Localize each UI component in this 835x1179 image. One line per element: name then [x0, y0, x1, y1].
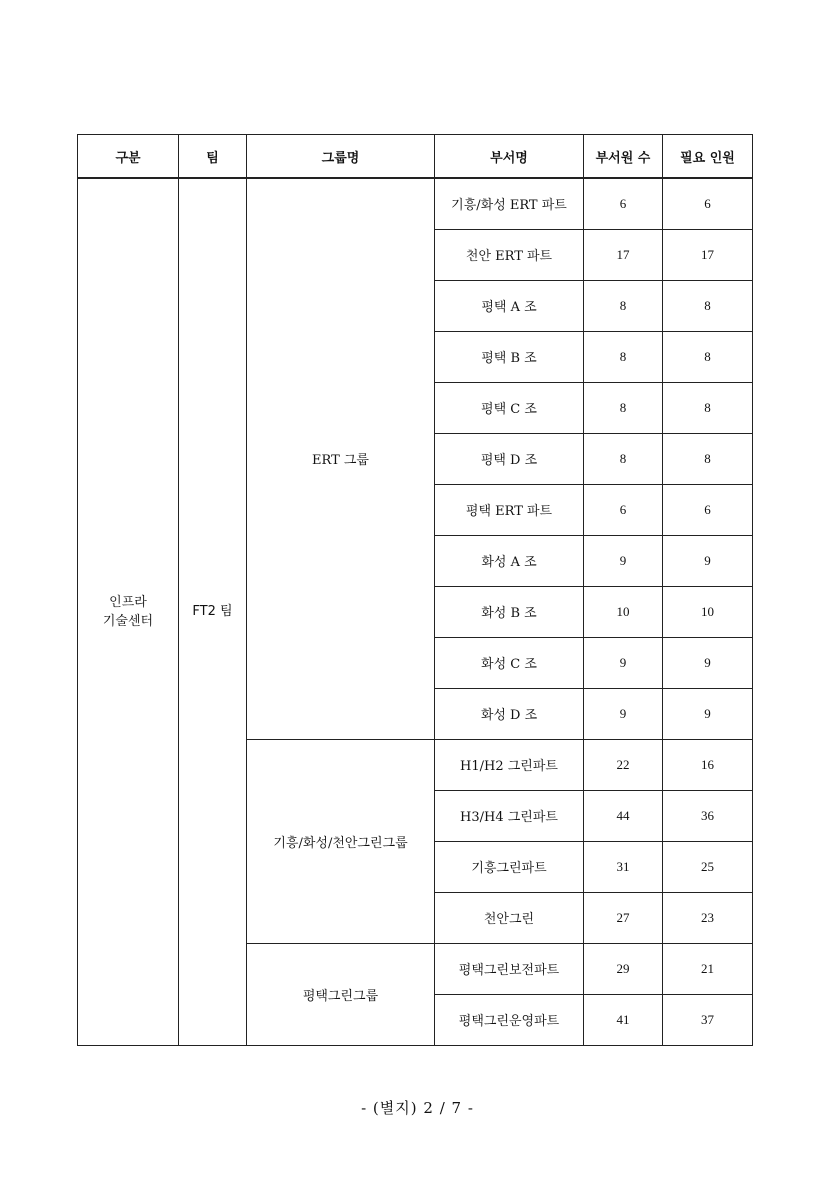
staffing-table — [77, 134, 753, 1046]
header-team: 팀 — [179, 135, 247, 179]
dept-name-cell: 기흥/화성 ERT 파트 — [435, 178, 584, 229]
dept-name-cell: 화성 C 조 — [435, 637, 584, 688]
member-count-cell: 31 — [584, 841, 663, 892]
required-count-cell: 8 — [663, 382, 753, 433]
required-count-cell: 6 — [663, 178, 753, 229]
dept-name-cell: 평택 C 조 — [435, 382, 584, 433]
required-count-cell: 36 — [663, 790, 753, 841]
required-count-cell: 6 — [663, 484, 753, 535]
dept-name-cell: H1/H2 그린파트 — [435, 739, 584, 790]
member-count-cell: 8 — [584, 433, 663, 484]
member-count-cell: 44 — [584, 790, 663, 841]
required-count-cell: 17 — [663, 229, 753, 280]
division-cell — [78, 178, 179, 1045]
required-count-cell: 21 — [663, 943, 753, 994]
dept-name-cell: 화성 D 조 — [435, 688, 584, 739]
required-count-cell: 16 — [663, 739, 753, 790]
member-count-cell: 22 — [584, 739, 663, 790]
dept-name-cell: 평택 ERT 파트 — [435, 484, 584, 535]
member-count-cell: 27 — [584, 892, 663, 943]
member-count-cell: 8 — [584, 280, 663, 331]
member-count-cell: 9 — [584, 688, 663, 739]
header-dept-name: 부서명 — [435, 135, 584, 179]
required-count-cell: 9 — [663, 637, 753, 688]
dept-name-cell: 평택그린운영파트 — [435, 994, 584, 1045]
member-count-cell: 9 — [584, 637, 663, 688]
group-name-cell: ERT 그룹 — [247, 178, 435, 739]
member-count-cell: 10 — [584, 586, 663, 637]
required-count-cell: 8 — [663, 433, 753, 484]
dept-name-cell: 평택 B 조 — [435, 331, 584, 382]
table-body — [78, 178, 753, 1045]
member-count-cell: 9 — [584, 535, 663, 586]
member-count-cell: 6 — [584, 484, 663, 535]
header-division: 구분 — [78, 135, 179, 179]
member-count-cell: 8 — [584, 331, 663, 382]
dept-name-cell: 천안 ERT 파트 — [435, 229, 584, 280]
required-count-cell: 8 — [663, 280, 753, 331]
required-count-cell: 9 — [663, 688, 753, 739]
group-name-cell: 기흥/화성/천안그린그룹 — [247, 739, 435, 943]
group-name-cell: 평택그린그룹 — [247, 943, 435, 1045]
header-group-name: 그룹명 — [247, 135, 435, 179]
header-member-count: 부서원 수 — [584, 135, 663, 179]
member-count-cell: 6 — [584, 178, 663, 229]
dept-name-cell: 화성 B 조 — [435, 586, 584, 637]
division-line-1: 인프라 — [109, 594, 147, 610]
member-count-cell: 8 — [584, 382, 663, 433]
dept-name-cell: 기흥그린파트 — [435, 841, 584, 892]
required-count-cell: 25 — [663, 841, 753, 892]
member-count-cell: 41 — [584, 994, 663, 1045]
division-line-2: 기술센터 — [102, 613, 154, 629]
required-count-cell: 9 — [663, 535, 753, 586]
dept-name-cell: 평택그린보전파트 — [435, 943, 584, 994]
required-count-cell: 10 — [663, 586, 753, 637]
page-footer: - (별지) 2 / 7 - — [361, 1099, 474, 1117]
dept-name-cell: 천안그린 — [435, 892, 584, 943]
team-cell: FT2 팀 — [179, 178, 247, 1045]
table-header-row — [78, 135, 753, 179]
table-row — [78, 178, 753, 229]
dept-name-cell: H3/H4 그린파트 — [435, 790, 584, 841]
required-count-cell: 8 — [663, 331, 753, 382]
dept-name-cell: 평택 D 조 — [435, 433, 584, 484]
dept-name-cell: 평택 A 조 — [435, 280, 584, 331]
required-count-cell: 37 — [663, 994, 753, 1045]
member-count-cell: 17 — [584, 229, 663, 280]
required-count-cell: 23 — [663, 892, 753, 943]
member-count-cell: 29 — [584, 943, 663, 994]
dept-name-cell: 화성 A 조 — [435, 535, 584, 586]
header-required-count: 필요 인원 — [663, 135, 753, 179]
